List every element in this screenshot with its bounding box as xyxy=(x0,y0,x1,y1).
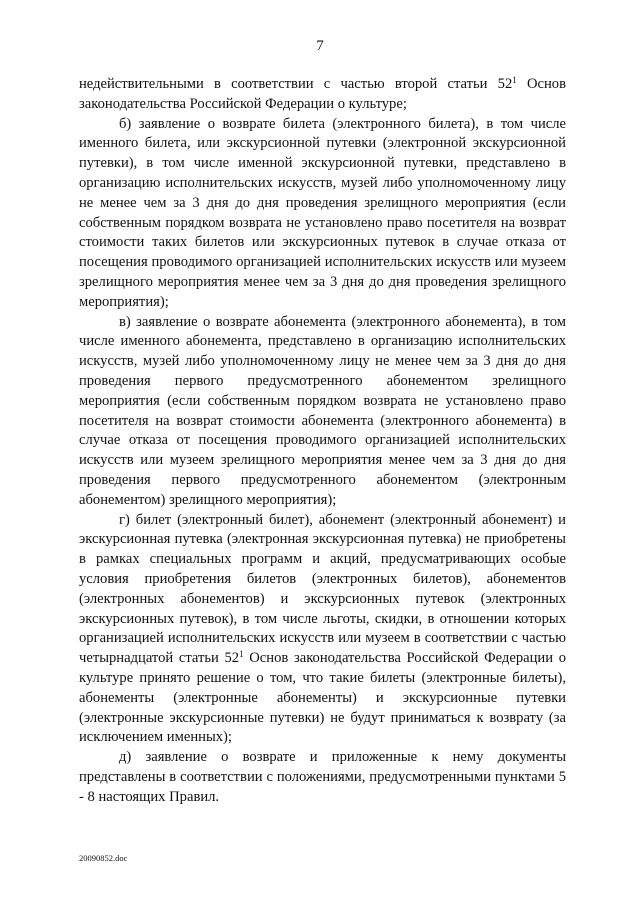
document-filename: 20090852.doc xyxy=(79,853,128,863)
paragraph-d xyxy=(79,748,566,807)
paragraph-text: г) билет (электронный билет), абонемент (электронный абонемент) и экскурсионная путевка (электронная экскурсионная путевка) не приобретены в рамках специальных программ и акций, предусматривающих особые условия приобретения билетов (электронных билетов), абонементов (электронных абонементов) и экскурсионных путевок (электронных экскурсионных путевок), в том числе льготы, скидки, в отношении которых организацией исполнительских искусств или музеем в соответствии с частью четырнадцатой статьи 52 xyxy=(79,511,566,667)
paragraph-v xyxy=(79,313,566,511)
page-number: 7 xyxy=(316,38,324,54)
paragraph-text: б) заявление о возврате билета (электронного билета), в том числе именного билета, или экскурсионной путевки (электронной экскурсионной путевки), в том числе именной экскурсионной путевки, представлено в организацию исполнительских искусств, музей либо уполномоченному лицу не менее чем за 3 дня до дня проведения зрелищного мероприятия (если собственным порядком возврата не установлено право посетителя на возврат стоимости таких билетов или экскурсионных путевок в случае отказа от посещения проводимого организацией исполнительских искусств или музеем зрелищного мероприятия менее чем за 3 дня до дня проведения зрелищного мероприятия); xyxy=(79,115,566,310)
paragraph-text-tail: Основ законодательства Российской Федерации о культуре принято решение о том, что такие билеты (электронные билеты), абонементы (электронные абонементы) и экскурсионные путевки (электронные экскурсионные путевки) не будут приниматься к возврату (за исключением именных); xyxy=(79,650,566,746)
paragraph-text: в) заявление о возврате абонемента (электронного абонемента), в том числе именного абонемента, представлено в организацию исполнительских искусств, музей либо уполномоченному лицу не менее чем за 3 дня до дня проведения первого предусмотренного абонементом зрелищного мероприятия (если собственным порядком возврата не установлено право посетителя на возврат стоимости абонемента (электронного абонемента) в случае отказа от посещения проводимого организацией исполнительских искусств или музеем зрелищного мероприятия менее чем за 3 дня до дня проведения первого предусмотренного абонементом (электронным абонементом) зрелищного мероприятия); xyxy=(79,313,566,508)
superscript: 1 xyxy=(512,75,517,85)
paragraph-continuation xyxy=(79,75,566,115)
document-body xyxy=(79,75,566,807)
paragraph-text: недействительными в соответствии с частью второй статьи 52 xyxy=(79,76,513,92)
superscript: 1 xyxy=(239,649,244,660)
paragraph-text: д) заявление о возврате и приложенные к нему документы представлены в соответствии с положениями, предусмотренными пунктами 5 - 8 настоящих Правил. xyxy=(79,749,566,805)
paragraph-g xyxy=(79,511,566,749)
paragraph-b xyxy=(79,115,566,313)
paragraph-text-tail: Основ законодательства Российской Федерации о культуре; xyxy=(79,76,566,112)
